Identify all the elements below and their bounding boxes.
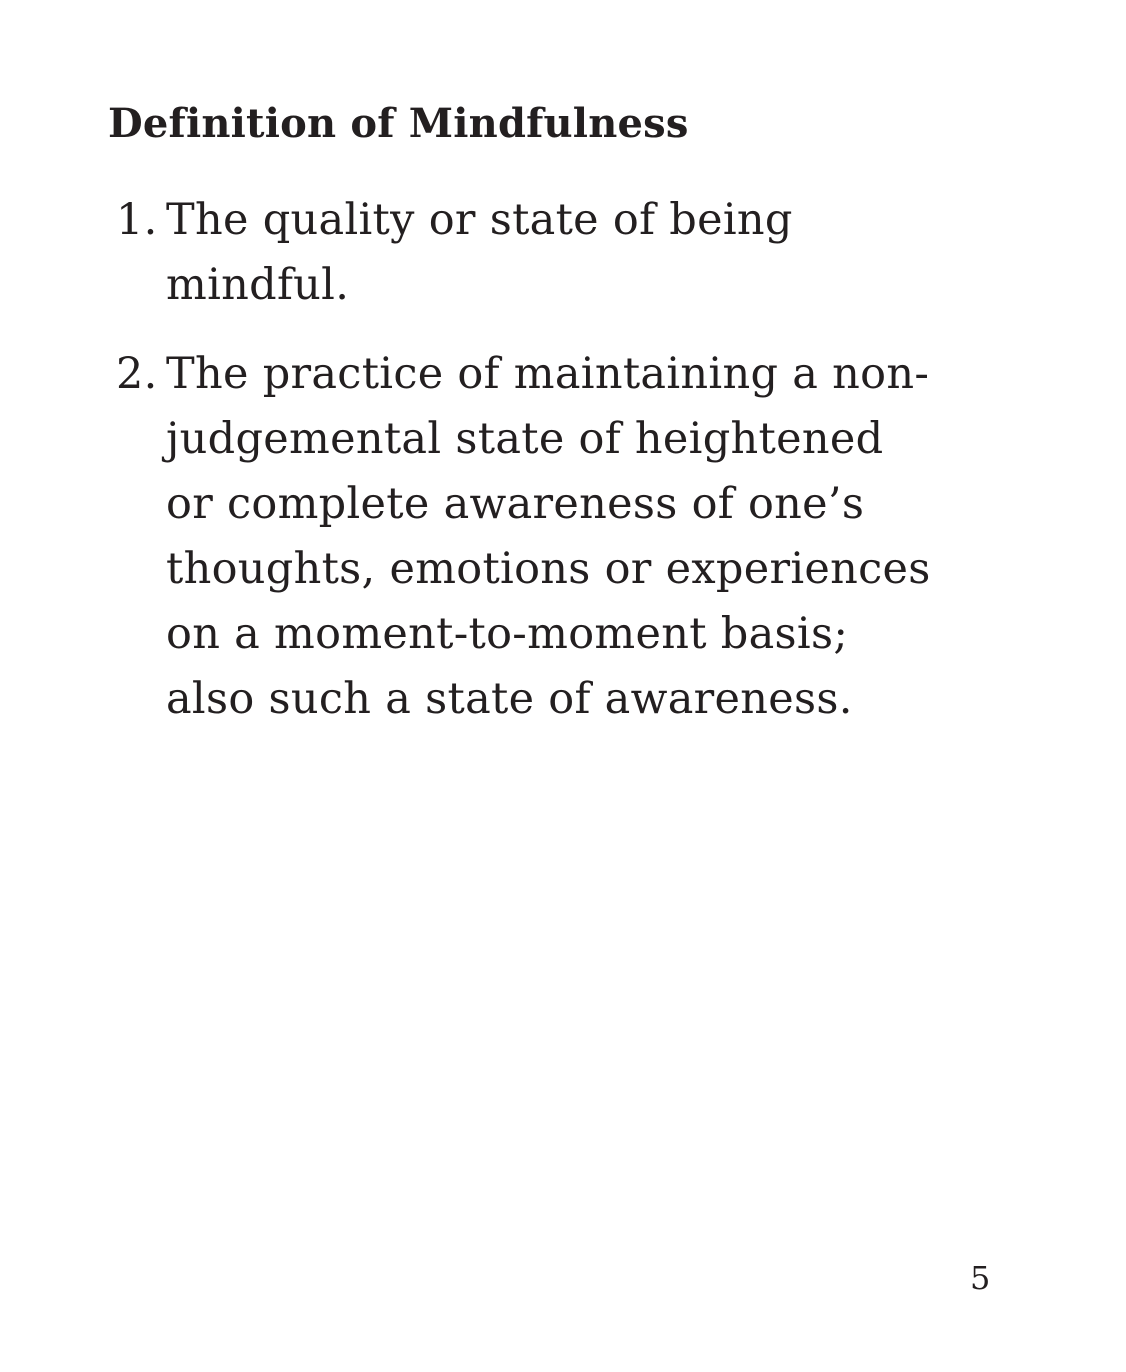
definition-line: also such a state of awareness. [166,674,853,724]
definition-text [166,188,956,318]
definition-text [166,342,956,732]
definition-line: on a moment-to-moment basis; [166,609,849,659]
definition-list [116,188,996,732]
definition-number: 1. [116,195,158,245]
definition-item-2 [116,342,996,732]
definition-line: or complete awareness of one’s [166,479,865,529]
definition-line: thoughts, emotions or experiences [166,544,931,594]
page-number: 5 [970,1259,991,1297]
definition-line: judgemental state of heightened [166,414,884,464]
definition-number: 2. [116,349,158,399]
definition-line: mindful. [166,260,350,310]
definition-line: The quality or state of being [166,195,793,245]
definition-item-1 [116,188,996,318]
definition-line: The practice of maintaining a non- [166,349,930,399]
page-title: Definition of Mindfulness [108,100,689,147]
